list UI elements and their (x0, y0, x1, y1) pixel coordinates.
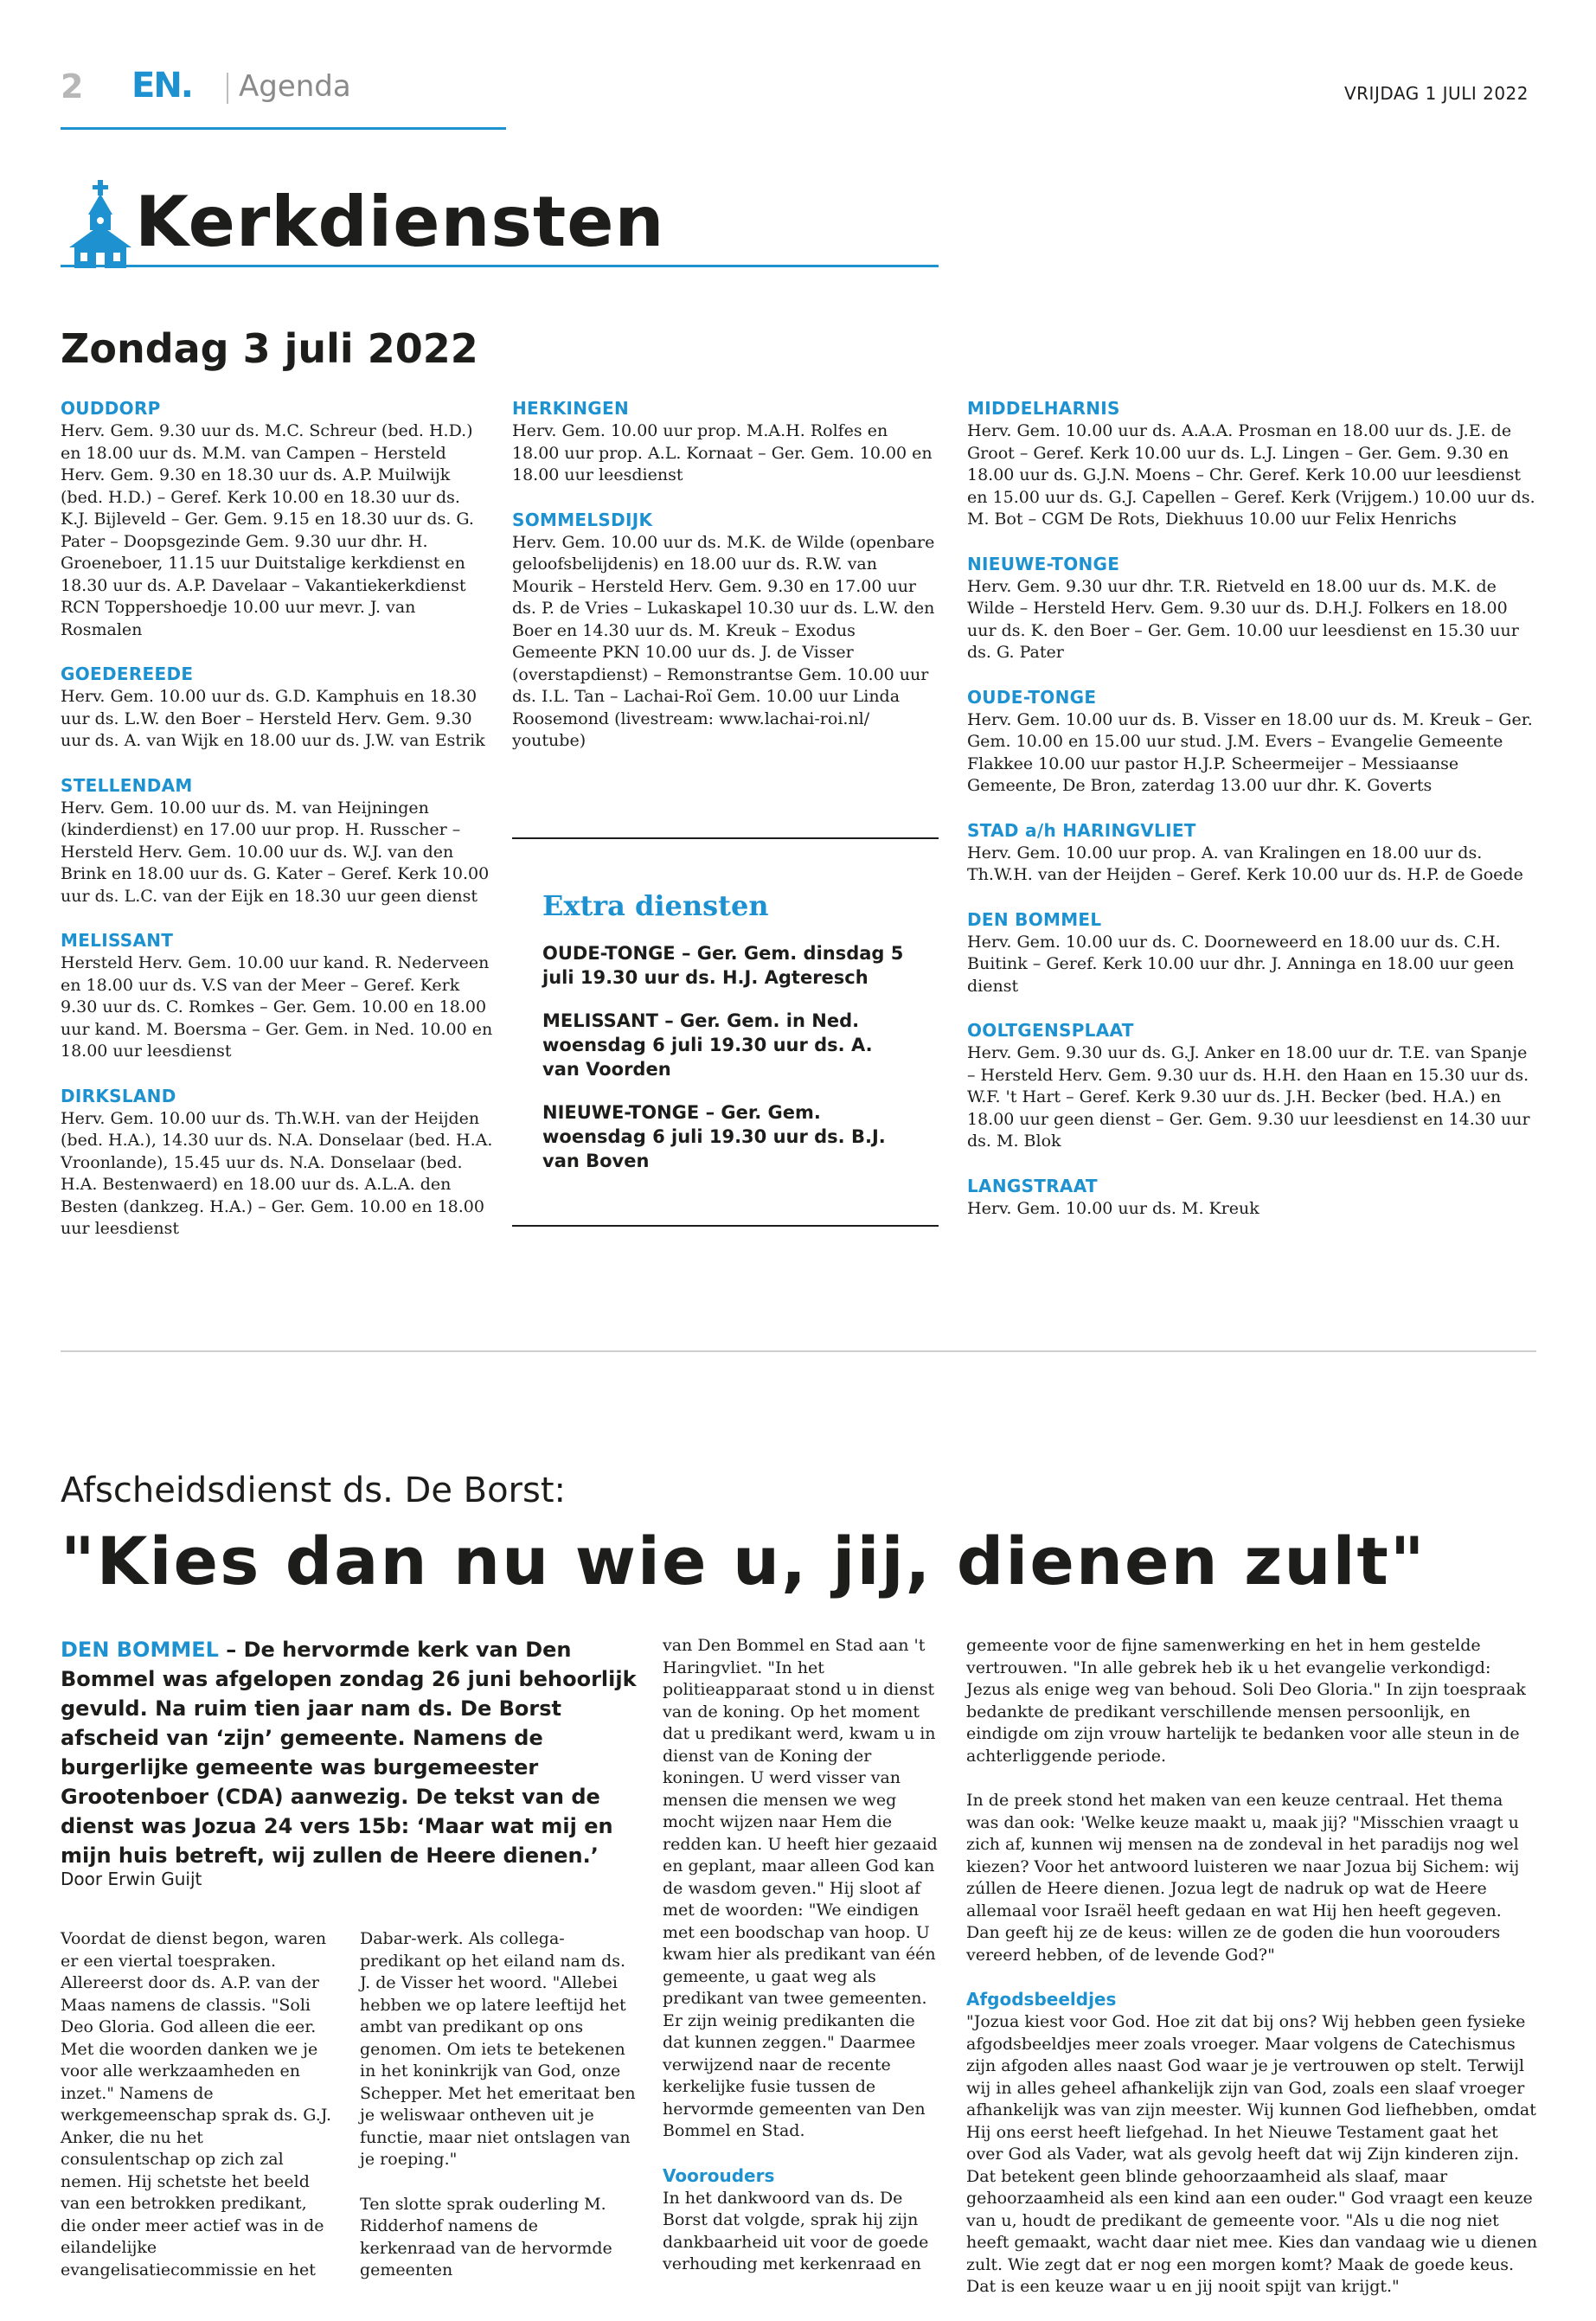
church-icon (69, 180, 131, 268)
page-number: 2 (61, 67, 84, 106)
article-paragraph: In de preek stond het maken van een keuze centraal. Het thema was dan ook: 'Welke keuze maakt u, maak jij? "Misschien vraagt u zich af, kunnen wij mensen na de zondeval in het paradijs nog wel kiezen? Voor het antwoord luisteren we naar Jozua bij Sichem: wij zúllen de Heere dienen. Jozua legt de nadruk op wat de Heere allemaal voor Israël heeft gedaan en wat Hij hen heeft gegeven. Dan geeft hij ze de keus: willen ze de goden die hun voorouders vereerd hebben, of de levende God?" (966, 1791, 1520, 1965)
article-paragraph: Dabar-werk. Als collega-predikant op het eiland nam ds. J. de Visser het woord. "Allebei hebben we op latere leeftijd het ambt van predikant op ons genomen. Om iets te betekenen in het koninkrijk van God, onze Schepper. Met het emeritaat ben je weliswaar ontheven uit je functie, maar niet ontslagen van je roeping." (360, 1929, 636, 2169)
service-list: Herv. Gem. 9.30 uur ds. G.J. Anker en 18.00 uur dr. T.E. van Spanje – Hersteld Herv. Gem. 9.30 uur ds. H.H. den Haan en 15.30 uur ds. W.F. 't Hart – Geref. Kerk 9.30 uur ds. J.H. Becker (bed. H.A.) en 18.00 uur geen dienst – Ger. Gem. 9.30 uur leesdienst en 14.30 uur ds. M. Blok (967, 1043, 1530, 1151)
article-paragraph: "Jozua kiest voor God. Hoe zit dat bij ons? Wij hebben geen fysieke afgodsbeeldjes meer zoals vroeger. Maar volgens de Catechismus zijn afgoden alles naast God waar je je vertrouwen op stelt. Terwijl wij in alles geheel afhankelijk zijn van God, zoals een slaaf vroeger afhankelijk was van zijn meester. Wij kunnen God liefhebben, omdat Hij ons eerst heeft liefgehad. In het Nieuwe Testament gaat het over God als Vader, wat als gevolg heeft dat wij Zijn kinderen zijn. Dat betekent geen blinde gehoorzaamheid als slaaf, maar gehoorzaamheid als een kind aan een ouder." God vraagt een keuze van u, houdt de predikant de gemeente voor. "Als u die nog niet heeft gemaakt, wacht daar niet mee. Kies dan vandaag wie u dienen zult. Wie zegt dat er nog een morgen komt? Maak de goede keus. Dat is een keuze waar u en jij nooit spijt van krijgt." (966, 2012, 1538, 2296)
section-name: Agenda (239, 69, 351, 104)
listing-column-3 (967, 398, 1538, 1242)
article-paragraph: Voordat de dienst begon, waren er een viertal toespraken. Allereerst door ds. A.P. van der Maas namens de classis. "Soli Deo Gloria. God alleen die eer. Met die woorden danken we je voor alle werkzaamheden en inzet." Namens de werkgemeenschap sprak ds. G.J. Anker, die nu het consulentschap op zich zal nemen. Hij schetste het beeld van een betrokken predikant, die onder meer actief was in de eilandelijke evangelisatiecommissie en het (61, 1929, 331, 2279)
place-name: HERKINGEN (512, 398, 629, 419)
place-name: GOEDEREEDE (61, 664, 194, 684)
service-list: Herv. Gem. 9.30 uur dhr. T.R. Rietveld en 18.00 uur ds. M.K. de Wilde – Hersteld Herv. Gem. 9.30 uur ds. D.H.J. Folkers en 18.00 uur ds. K. den Boer – Ger. Gem. 10.00 uur leesdienst en 15.30 uur ds. G. Pater (967, 576, 1519, 662)
service-list: Herv. Gem. 10.00 uur ds. A.A.A. Prosman en 18.00 uur ds. J.E. de Groot – Geref. Kerk 10.00 uur ds. L.J. Lingen – Ger. Gem. 9.30 en 18.00 uur ds. G.J.N. Moens – Chr. Geref. Kerk 10.00 uur leesdienst en 15.00 uur ds. G.J. Capellen – Geref. Kerk (Vrijgem.) 10.00 uur ds. M. Bot – CGM De Rots, Diekhuus 10.00 uur Felix Henrichs (967, 421, 1535, 529)
service-list: Herv. Gem. 10.00 uur ds. Th.W.H. van der Heijden (bed. H.A.), 14.30 uur ds. N.A. Donselaar (bed. H.A. Vroonlande), 15.45 uur ds. N.A. Donselaar (bed. H.A. Bestenwaerd) en 18.00 uur ds. A.L.A. den Besten (dankzeg. H.A.) – Ger. Gem. 10.00 en 18.00 uur leesdienst (61, 1108, 493, 1238)
article-kicker: Afscheidsdienst ds. De Borst: (61, 1471, 567, 1510)
service-list: Herv. Gem. 10.00 uur ds. B. Visser en 18.00 uur ds. M. Kreuk – Ger. Gem. 10.00 en 15.00 uur stud. J.M. Evers – Evangelie Gemeente Flakkee 10.00 uur pastor H.J.P. Scheermeijer – Messiaanse Gemeente, De Bron, zaterdag 13.00 uur dhr. K. Goverts (967, 709, 1533, 795)
article-lead (61, 1635, 637, 1870)
article-paragraph: Ten slotte sprak ouderling M. Ridderhof namens de kerkenraad van de hervormde gemeenten (360, 2194, 612, 2279)
place-name: DIRKSLAND (61, 1085, 176, 1106)
extra-service-item: OUDE-TONGE – Ger. Gem. dinsdag 5 juli 19.30 uur ds. H.J. Agteresch (542, 943, 904, 988)
article-column-4 (966, 1635, 1539, 2321)
extra-services-title: Extra diensten (542, 889, 769, 922)
article-column-1 (61, 1928, 336, 2304)
extra-box-top-rule (512, 837, 939, 839)
header-rule (61, 127, 506, 130)
article-byline: Door Erwin Guijt (61, 1869, 202, 1889)
place-name: STAD a/h HARINGVLIET (967, 819, 1196, 841)
article-paragraph: gemeente voor de fijne samenwerking en het in hem gestelde vertrouwen. "In alle gebrek heb ik u het evangelie verkondigd: Jezus als enige weg van behoud. Soli Deo Gloria." In zijn toespraak bedankte de predikant verschillende mensen persoonlijk, en eindigde om zijn vrouw hartelijk te bedanken voor alle steun in de achterliggende periode. (966, 1636, 1526, 1766)
article-column-3 (663, 1635, 941, 2299)
issue-date: VRIJDAG 1 JULI 2022 (1343, 83, 1529, 104)
article-paragraph: van Den Bommel en Stad aan 't Haringvliet. "In het politieapparaat stond u in dienst van de koning. Op het moment dat u predikant werd, kwam u in dienst van de Koning der koningen. U werd visser van mensen die mensen we weg mocht wijzen naar Hem die redden kan. U heeft hier gezaaid en geplant, maar alleen God kan de wasdom geven." Hij sloot af met de woorden: "We eindigen met een boodschap van hoop. U kwam hier als predikant van één gemeente, u gaat weg als predikant van twee gemeenten. Er zijn weinig predikanten die dat kunnen zeggen." Daarmee verwijzend naar de recente kerkelijke fusie tussen de hervormde gemeenten van Den Bommel en Stad. (663, 1636, 938, 2140)
header-separator (227, 73, 228, 104)
place-name: STELLENDAM (61, 774, 193, 796)
article-subhead: Voorouders (663, 2164, 775, 2186)
article-column-2 (360, 1928, 637, 2305)
article-headline: "Kies dan nu wie u, jij, dienen zult" (61, 1523, 1426, 1600)
service-list: Herv. Gem. 10.00 uur ds. M.K. de Wilde (openbare geloofsbelijdenis) en 18.00 uur ds. R.W. van Mourik – Hersteld Herv. Gem. 9.30 en 17.00 uur ds. P. de Vries – Lukaskapel 10.30 uur ds. L.W. den Boer en 14.30 uur ds. M. Kreuk – Exodus Gemeente PKN 10.00 uur ds. J. de Visser (overstapdienst) – Remonstrantse Gem. 10.00 uur ds. I.L. Tan – Lachai-Roï Gem. 10.00 uur Linda Roosemond (livestream: www.lachai-roi.nl/ youtube) (512, 532, 935, 750)
place-name: MIDDELHARNIS (967, 398, 1120, 419)
newspaper-logo: EN. (131, 66, 192, 106)
service-date-heading: Zondag 3 juli 2022 (61, 325, 478, 372)
place-name: OUDE-TONGE (967, 686, 1097, 708)
lead-place: DEN BOMMEL (61, 1638, 219, 1662)
service-list: Herv. Gem. 10.00 uur ds. M. van Heijningen (kinderdienst) en 17.00 uur prop. H. Russcher – Hersteld Herv. Gem. 10.00 uur ds. W.J. van den Brink en 18.00 uur ds. G. Kater – Geref. Kerk 10.00 uur ds. L.C. van der Eijk en 18.30 uur geen dienst (61, 798, 490, 906)
listing-column-1 (61, 398, 493, 1263)
service-list: Hersteld Herv. Gem. 10.00 uur kand. R. Nederveen en 18.00 uur ds. V.S van der Meer – Geref. Kerk 9.30 uur ds. C. Romkes – Ger. Gem. 10.00 en 18.00 uur kand. M. Boersma – Ger. Gem. in Ned. 10.00 en 18.00 uur leesdienst (61, 953, 493, 1061)
place-name: DEN BOMMEL (967, 908, 1102, 930)
section-divider (61, 1350, 1536, 1352)
service-list: Herv. Gem. 10.00 uur ds. M. Kreuk (967, 1198, 1259, 1218)
service-list: Herv. Gem. 10.00 uur prop. A. van Kralingen en 18.00 uur ds. Th.W.H. van der Heijden – Geref. Kerk 10.00 uur ds. H.P. de Goede (967, 843, 1523, 884)
article-paragraph: In het dankwoord van ds. De Borst dat volgde, sprak hij zijn dankbaarheid uit voor de goede verhouding met kerkenraad en (663, 2188, 929, 2273)
place-name: NIEUWE-TONGE (967, 553, 1120, 574)
service-list: Herv. Gem. 9.30 uur ds. M.C. Schreur (bed. H.D.) en 18.00 uur ds. M.M. van Campen – Hersteld Herv. Gem. 9.30 en 18.30 uur ds. A.P. Muilwijk (bed. H.D.) – Geref. Kerk 10.00 en 18.30 uur ds. K.J. Bijleveld – Ger. Gem. 9.15 en 18.30 uur ds. G. Pater – Doopsgezinde Gem. 9.30 uur dhr. H. Groeneboer, 11.15 uur Duitstalige kerkdienst en 18.30 uur ds. A.P. Davelaar – Vakantiekerkdienst RCN Toppershoedje 10.00 uur mevr. J. van Rosmalen (61, 421, 474, 639)
extra-services-box (542, 889, 914, 1192)
place-name: OUDDORP (61, 398, 161, 419)
service-list: Herv. Gem. 10.00 uur ds. G.D. Kamphuis en 18.30 uur ds. L.W. den Boer – Hersteld Herv. Gem. 9.30 uur ds. A. van Wijk en 18.00 uur ds. J.W. van Estrik (61, 687, 485, 750)
page-title: Kerkdiensten (135, 182, 665, 262)
service-list: Herv. Gem. 10.00 uur prop. M.A.H. Rolfes en 18.00 uur prop. A.L. Kornaat – Ger. Gem. 10.00 en 18.00 uur leesdienst (512, 421, 933, 484)
extra-box-bottom-rule (512, 1225, 939, 1227)
article-subhead: Afgodsbeeldjes (966, 1989, 1117, 2010)
service-list: Herv. Gem. 10.00 uur ds. C. Doorneweerd en 18.00 uur ds. C.H. Buitink – Geref. Kerk 10.00 uur dhr. J. Anninga en 18.00 uur geen dienst (967, 932, 1515, 996)
title-rule (61, 265, 939, 267)
lead-text: – De hervormde kerk van Den Bommel was afgelopen zondag 26 juni behoorlijk gevuld. Na ruim tien jaar nam ds. De Borst afscheid van ‘zijn’ gemeente. Namens de burgerlijke gemeente was burgemeester Grootenboer (CDA) aanwezig. De tekst van de dienst was Jozua 24 vers 15b: ‘Maar wat mij en mijn huis betreft, wij zullen de Heere dienen.’ (61, 1638, 637, 1868)
place-name: OOLTGENSPLAAT (967, 1020, 1134, 1041)
place-name: MELISSANT (61, 930, 174, 951)
place-name: SOMMELSDIJK (512, 509, 653, 530)
place-name: LANGSTRAAT (967, 1175, 1098, 1196)
extra-service-item: MELISSANT – Ger. Gem. in Ned. woensdag 6 juli 19.30 uur ds. A. van Voorden (542, 1010, 873, 1080)
extra-service-item: NIEUWE-TONGE – Ger. Gem. woensdag 6 juli 19.30 uur ds. B.J. van Boven (542, 1102, 886, 1171)
listing-column-2 (512, 398, 938, 775)
